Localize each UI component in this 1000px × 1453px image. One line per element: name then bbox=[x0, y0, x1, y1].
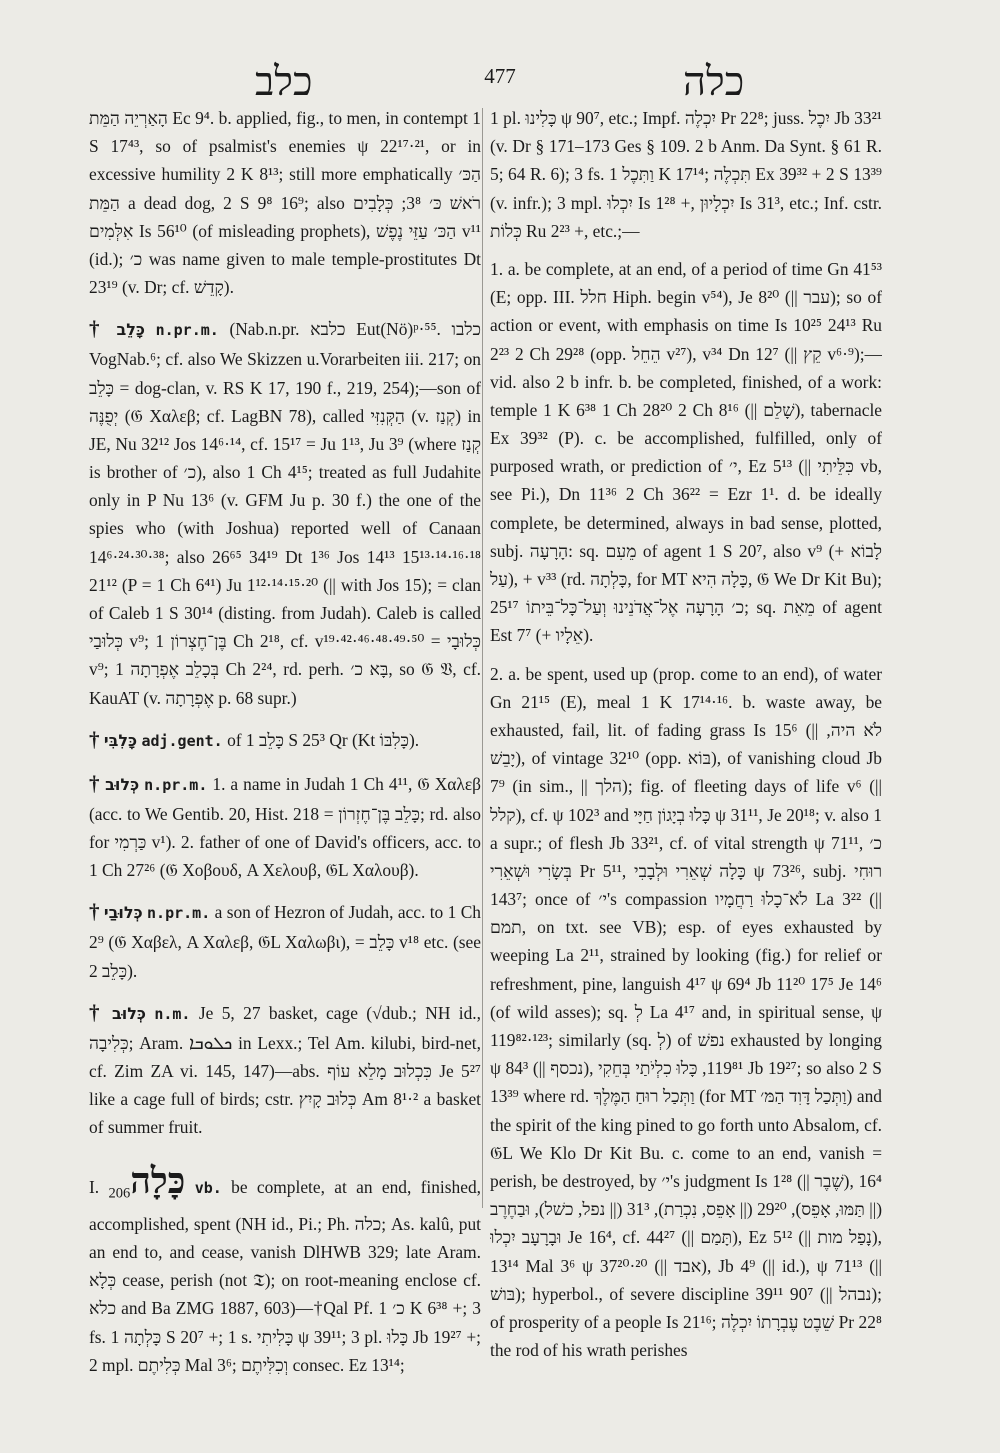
entry-kelub-basket bbox=[89, 995, 481, 1142]
dagger-mark: † bbox=[89, 770, 101, 795]
lemma-index: 206 bbox=[108, 1184, 131, 1201]
grammar-label: n.pr.m. bbox=[144, 775, 208, 794]
grammar-label: n.pr.m. bbox=[155, 321, 219, 340]
right-column bbox=[490, 104, 882, 1374]
entry-text: הָאַרְיֵה הַמֵּת Ec 9⁴. b. applied, fig., to men, in contempt 1 S 17⁴³, so of psalmist's enemies ψ 22¹⁷·²¹, or in excessive humility 2 K 8¹³; still more emphatically הַכּ׳ הַמֵּת a dead dog, 2 S 9⁸ 16⁹; also רֹאשׁ כּ׳ 3⁸; כְּלָבִים אִלְּמִים Is 56¹⁰ (of misleading prophets), הַכּ׳ עַזֵּי נֶפֶשׁ v¹¹ (id.); כ׳ was name given to male temple-prostitutes Dt 23¹⁹ (v. Dr; cf. קָדֵשׁ). bbox=[89, 108, 481, 298]
lemma: כָּלִבִּי bbox=[103, 730, 138, 750]
lemma: כְּלוּבַי bbox=[103, 903, 143, 923]
entry-continuation bbox=[89, 104, 481, 301]
dagger-mark: † bbox=[89, 726, 100, 751]
verb-forms bbox=[490, 104, 882, 245]
entry-text: (Nab.n.pr. כלבא Eut(Nö)ᵖ·⁵⁵. כלבו VogNab.⁶; cf. also We Skizzen u.Vorarbeiten iii. 217; on כָּלֵב = dog-clan, v. RS K 17, 190 f., 219, 254);—son of יְפֻנֶּה (𝔊 Χαλεβ; cf. LagBN 78), called הַקְּנִזִּי (v. קְנַז) in JE, Nu 32¹² Jos 14⁶·¹⁴, cf. 15¹⁷ = Ju 1¹³, Ju 3⁹ (where קְנַז is brother of כ׳), also 1 Ch 4¹⁵; treated as full Judahite only in P Nu 13⁶ (v. GFM Ju p. 30 f.) the one of the spies who (with Joshua) reported well of Canaan 14⁶·²⁴·³⁰·³⁸; also 26⁶⁵ 34¹⁹ Dt 1³⁶ Jos 14¹³ 15¹³·¹⁴·¹⁶·¹⁸ 21¹² (P = 1 Ch 6⁴¹) Ju 1¹²·¹⁴·¹⁵·²⁰ (|| with Jos 15); = clan of Caleb 1 S 30¹⁴ (disting. from Judah). Caleb is called כְּלוּבַי v⁹; בֶּן־חֶצְרוֹן 1 Ch 2¹⁸, cf. v¹⁹·⁴²·⁴⁶·⁴⁸·⁴⁹·⁵⁰ = כְּלוּבָי v⁹; בְּכָלֵב אֶפְרָתָה 1 Ch 2²⁴, rd. perh. בָּא כ׳, so 𝔊 𝔙, cf. KauAT (v. אֶפְרָתָה p. 68 supr.) bbox=[89, 319, 481, 708]
column-divider bbox=[482, 108, 483, 1208]
entry-kaleb bbox=[89, 311, 481, 711]
lemma: כָּלֵב bbox=[116, 320, 145, 340]
grammar-label: n.pr.m. bbox=[147, 904, 211, 923]
running-head-left-word: כלב bbox=[255, 59, 313, 105]
page-number: 477 bbox=[484, 64, 516, 88]
running-head-right-word: כלה bbox=[683, 59, 745, 105]
entry-kalebi bbox=[89, 722, 481, 756]
entry-text: 1 pl. כָּלִינוּ ψ 90⁷, etc.; Impf. יִכְלֶה Pr 22⁸; juss. יִכֶל Jb 33²¹ (v. Dr § 171–173 Ges § 109. 2 b Anm. Da Synt. § 61 R. 5; 64 R. 6); 3 fs. וַתִּכֶל 1 K 17¹⁴; תִּכְלֶה Ex 39³² + 2 S 13³⁹ (v. infr.); 3 mpl. יִכְלוּ Is 1²⁸ +, יִכְלָיוּן Is 31³, etc.; Inf. cstr. כְּלוֹת Ru 2²³ +, etc.;— bbox=[490, 108, 882, 241]
lemma: כָּלָה bbox=[130, 1159, 186, 1202]
entry-kelubai bbox=[89, 894, 481, 984]
grammar-label: vb. bbox=[194, 1178, 222, 1197]
dagger-mark: † bbox=[89, 316, 106, 341]
running-head bbox=[0, 58, 1000, 108]
entry-text: of כָּלֵב 1 S 25³ Qr (Kt כָּלִבּוֹ). bbox=[227, 729, 420, 750]
entry-text: 1. a. be complete, at an end, of a period of time Gn 41⁵³ (E; opp. III. חלל Hiph. begin v⁵⁴), Je 8²⁰ (|| עבר); so of action or event, with emphasis on time Is 10²⁵ 24¹³ Ru 2²³ 2 Ch 29²⁸ (opp. הֵחֵל v²⁷), v³⁴ Dn 12⁷ (|| קֵץ v⁶·⁹);—vid. also 2 b infr. b. be completed, finished, of a work: temple 1 K 6³⁸ 1 Ch 28²⁰ 2 Ch 8¹⁶ (|| שָׁלֵם), tabernacle Ex 39³² (P). c. be accomplished, fulfilled, only of purposed wrath, or prediction of י׳, Ez 5¹³ (|| כִּלֵּיתִי vb, see Pi.), Dn 11³⁶ 2 Ch 36²² = Ezr 1¹. d. be ideally complete, be determined, always in bad sense, plotted, subj. הָרָעָה: sq. מֵעִם of agent 1 S 20⁷, also v⁹ (+ לָבוֹא עַל), + v³³ (rd. כָּלְתָה, for MT כָּלָה הִיא, 𝔊 We Dr Kit Bu); כ׳ הָרָעָה אֶל־אֲדֹנֵינוּ וְעַל־כָּל־בֵּיתוֹ 25¹⁷; sq. מֵאֵת of agent Est 7⁷ (+ אֵלָיו). bbox=[490, 258, 882, 646]
lemma: כְּלוּב bbox=[105, 774, 140, 794]
sense-2 bbox=[490, 660, 882, 1365]
entry-text: be complete, at an end, finished, accomplished, spent (NH id., Pi.; Ph. כלה; As. kalû, put an end to, and cease, vanish DlHWB 329; late Aram. כְּלָא cease, perish (not 𝔗); on root-meaning enclose cf. כלא and Ba ZMG 1887, 603)—†Qal Pf. כ׳ 1 K 6³⁸ +; 3 fs. כָּלְתָה 1 S 20⁷ +; 1 s. כָּלִיתִי ψ 39¹¹; 3 pl. כָּלוּ Jb 19²⁷ +; 2 mpl. כְּלִיתֶם Mal 3⁶; וְכִלִּיתֶם consec. Ez 13¹⁴; bbox=[89, 1176, 481, 1375]
entry-text: a son of Hezron of Judah, acc. to 1 Ch 2⁹ (𝔊 Χαβελ, A Χαλεβ, 𝔊L Χαλωβι), = כָּלֵב v¹⁸ etc. (see כָּלֵב 2). bbox=[89, 902, 481, 981]
grammar-label: adj.gent. bbox=[141, 731, 223, 750]
lemma: כְּלוּב bbox=[111, 1003, 146, 1023]
left-column bbox=[89, 104, 481, 1389]
sense-1 bbox=[490, 255, 882, 650]
entry-kelub bbox=[89, 766, 481, 885]
homonym-numeral: I. bbox=[89, 1176, 100, 1197]
dagger-mark: † bbox=[89, 999, 104, 1024]
entry-kalah-verb bbox=[89, 1152, 481, 1379]
grammar-label: n.m. bbox=[154, 1004, 191, 1023]
dagger-mark: † bbox=[89, 899, 100, 924]
entry-text: 1. a name in Judah 1 Ch 4¹¹, 𝔊 Χαλεβ (acc. to We Gentib. 20, Hist. 218 = כָּלֵב בֶּן־חֶזְרוֹן; rd. also for כַּרְמִי v¹). 2. father of one of David's officers, acc. to 1 Ch 27²⁶ (𝔊 Χοβουδ, A Χελουβ, 𝔊L Χαλουβ). bbox=[89, 773, 481, 881]
entry-text: Je 5, 27 basket, cage (√dub.; NH id., כְּלִיבָה; Aram. ܟܠܘܒܐ in Lexx.; Tel Am. kilubi, bird-net, cf. Zim ZA vi. 145, 147)—abs. כִּכְלוּב מָלֵא עוֹף Je 5²⁷ like a cage full of birds; cstr. כְּלוּב קָיִץ Am 8¹·² a basket of summer fruit. bbox=[89, 1002, 481, 1138]
entry-text: 2. a. be spent, used up (prop. come to an end), of water Gn 21¹⁵ (E), meal 1 K 17¹⁴·¹⁶. b. waste away, be exhausted, fail, lit. of fading grass Is 15⁶ (|| לֹא היה, יָבֵשׁ), of vintage 32¹⁰ (opp. בּוֹא), of vanishing cloud Jb 7⁹ (in sim., || הלך); fig. of fleeting days of life v⁶ (|| קלל), cf. ψ 102³ and כָּלוּ בְיָגוֹן חַיָּי ψ 31¹¹, Je 20¹⁸; v. also 1 a supr.; of flesh Jb 33²¹, cf. of vital strength ψ 71¹¹, כ׳ בְּשָׂרִי וּשְׁאֵרִי Pr 5¹¹, כָּלָה שְׁאֵרִי וּלְבָבִי ψ 73²⁶, subj. רוּחִי 143⁷; once of י׳'s compassion לֹא־כָלוּ רַחֲמָיו La 3²² (|| תמם, on txt. see VB); esp. of eyes exhausted by weeping La 2¹¹, strained by looking (fig.) for relief or refreshment, pine, languish 4¹⁷ ψ 69⁴ Jb 11²⁰ 17⁵ Je 14⁶ (of wild asses); sq. לְ La 4¹⁷ and, in spiritual sense, ψ 119⁸²·¹²³; similarly (sq. לְ) of נפשׁ exhausted by longing ψ 84³ (|| נכסף), 119⁸¹, כָּלוּ כִלְיֹתַי בְּחֵקִי Jb 19²⁷; so also 2 S 13³⁹ where rd. וַתְּכַל רוּחַ הַמֶּלֶךְ (for MT וַתְּכַל דָּוִד הַמּ׳) and the spirit of the king pined to go forth unto Absalom, cf. 𝔊L We Klo Dr Kit Bu. c. come to an end, vanish = perish, be destroyed, by י׳'s judgment Is 1²⁸ (|| שֶׁבֶר), 16⁴ (|| תַּמּוּ, אָפֵס), 29²⁰ (|| אָפֵס, נִכְרַת), 31³ (|| נפל, כשׁל), וּבַחֶרֶב וּבָרָעָב יִכְלוּ Je 16⁴, cf. 44²⁷ (|| תָּמַם), Ez 5¹² (|| נָפַל מות), 13¹⁴ Mal 3⁶ ψ 37²⁰·²⁰ (|| אבד), Jb 4⁹ (|| id.), ψ 71¹³ (|| בּושׁ); hyperbol., of severe discipline 39¹¹ 90⁷ (|| נבהל); of prosperity of a people Is 21¹⁶; שֵׁבֶט עֶבְרָתוֹ יִכְלֶה Pr 22⁸ the rod of his wrath perishes bbox=[490, 663, 882, 1361]
